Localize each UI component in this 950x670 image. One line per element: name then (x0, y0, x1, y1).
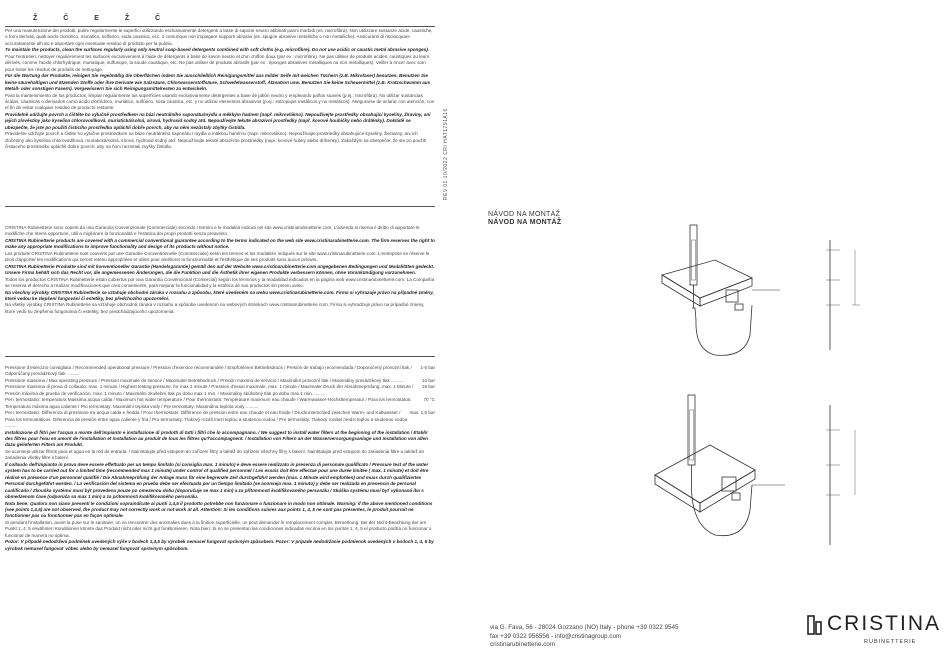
assembly-title-1: NÁVOD NA MONTÁŽ (488, 211, 561, 218)
divider (5, 26, 435, 27)
install-paragraph: Nota bene: Qualora non siano presenti le condizioni sopraindicate ai punti 1,4,5 il prodotto potrebbe non funzionare o funzionare in modo non ottimale. Warning: if the above mentioned conditions (see points 1,4,5) are not observed, the product may not correctly work or not work at all. Attention: Si les conditions suivies aux points 1, 4, 5 ne sont pas présentes, le produit pourrait ne fonctionner pas ou fonctionner pas en façon optimale. (5, 500, 433, 519)
wall-plate (662, 260, 752, 298)
address: via G. Fava, 56 - 28024 Gozzano (NO) Italy - phone +39 0322 9545 (490, 624, 679, 631)
warranty-paragraph: Na všetky výrobky CRISTINA Rubinetterie sa vzťahuje obchodná záruka v rozsahu a spôsobe uvedenom na webových stránkach www.cristinarubinetterie.com. Firma si vyhradzuje právo na prípadné zmeny, ktoré vedú ku zlepšeniu fungovania či estetiky, bez predchádzajúceho upozornenia. (5, 302, 425, 314)
shower-set-drawing-alt (640, 385, 880, 555)
warranty-paragraph: CRISTINA Rubinetterie products are covered with a commercial conventional guarantee according to the terms indicated on the web site www.cristinarubinetterie.com. The firm reserves the right to make any appropriate modifications to improve functionality and design of its products without notice. (5, 237, 435, 250)
install-paragraph: Il collaudo dell'impianto in prova deve essere effettuato per un tempo limitato (si consiglia max. 1 minuto) e deve essere realizzato in presenza di personale qualificato / Pressure test of the water system has to be carried out for a limited time (recommended max 1 minute) under control of qualified personnel / Les essais doit être effectué pour une durée limitée ( max. 1 minute) et doit être réalisé en présence d'un personnel qualifié / Die Abnahmeprüfung der Anlage muss für eine begrenzte Zeit durchgeführt werden (max. 1 Minute wird empfohlen) und muss durch qualifiziertes Personal durchgeführt werden. / La verificación del sistema en prueba debe ser efectuada por un tiempo limitado (se aconseja max. 1 minuto) y debe ser realizada en presencia de personal cualificado / Zkouška systému musí být provedena pouze po omezenou dobu (doporučuje se max 1 min) a za přítomnosti kvalifikovaného personálu / Skúška systému musí byť vykonaná iba s obmedzenom čase (odporúča sa max 1 min) a za prítomnosti kvalifikovaného personálu. (5, 461, 429, 500)
warranty-paragraph: CRISTINA Rubinetterie Produkte sind mit konventioneller Garantie (Handelsgarantie) gemäß den auf der Website www.cristinarubinetterie.com angegebenen Bedingungen und Modalitäten gedeckt. Unsere Firma behält sich das Recht vor, die angemessenen Änderungen, die die Funktion und die Ästhetik ihrer eigenen Produkte verbessern können, ohne Vorankündigung vorzunehmen. (5, 263, 435, 276)
assembly-title (488, 211, 561, 227)
brand-sub: RUBINETTERIE (864, 639, 917, 645)
install-paragraph: Si pendant l'installation, avant la pose sur le sanitaire, on va rencontrer des anomalies dues à la finition superficielle, on peut demander le remplacement complet. Bemerkung: Bei der Nicht-Beachtung der am Punkt 1, 4, 5 erwähnten Konditionen könnte das Produkt nicht oder nicht gut funktionieren. Nota bien: Si no se presentan las condiciones indicadas encima en los puntos 1, 4, 5 el producto podría no funcionar o funcionar de manera no óptima. (5, 519, 432, 538)
spec-row (5, 410, 435, 429)
care-paragraph: Für die Wartung der Produkte, reinigen Sie regelmäßig die Oberflächen indem Sie ausschließlich Reinigungsmittel aus milder Seife mit weichen Tüchern (z.B. Mikrofaser) benutzen. Benutzen Sie keine säurehaltigen und ätzenden Stoffe oder ihre Derivate wie Salzsäure, Chlorwasserstoffsäure, Schwefelwasserstoff, Ätznatron usw. Benutzen Sie keine Scheuermittel (z.B. Kratzschwamm aus Metall- oder sonstigen Fasern). Vergewissern Sie sich Reinigungsmittelresten zu entwickeln. (5, 73, 431, 92)
care-instructions (5, 28, 435, 208)
install-paragraph: Installazione di filtri per l'acqua a monte dell'impianto e installazione di prodotti di tutti i filtri che lo accompagnano. / We suggest to install water filters at the beginning of the installation / Établir des filtres pour l'eau en amont de l'installation et installation au produit de tous les filtres qu'l'accompagnent. / Installation von Filtern an der Wasserversorgungsanlage und Installation von allen dazu gelieferten Filtern am Produkt. (5, 429, 428, 448)
spec-value: max. 1,5 bar (409, 410, 435, 416)
website: cristinarubinetterie.com (490, 641, 556, 648)
care-paragraph: To maintain the products, clean the surfaces regularly using only neutral soap-based detergents combined with soft cloths (e.g. microfibre). Do not use acidic or caustic metal abrasive sponges). (5, 47, 430, 53)
care-paragraph: Para la mantenimiento de los productos, limpiar regularmente las superficies usando exclusivamente detergentes a base de jabón neutro y empleando paños suaves (p.ej.: microfibra). No utilizar sustancias ácidas, cáusticas o derivados como ácido clorhídrico, muriático, sulfúrico, sosa cáustica, etc. y no utilizar elementos abrasivos (p.ej.: estropajos metálicos y no metálicos). Asegurarse de aclarar con atención, con el fin de evitar cualquier residuo de producto restante. (5, 92, 435, 111)
warranty-paragraph: CRISTINA Rubinetterie sono coperti da una Garanzia Convenzionale (Commerciale) secondo i termini e le modalità indicati nel sito www.cristinarubinetterie.com. L'azienda si riserva il diritto di apportare le modifiche che riterrà opportune, utili a migliorare la funzionalità e l'estetica dei propri prodotti senza preavviso. (5, 225, 420, 237)
hand-shower (690, 225, 697, 285)
divider (5, 356, 435, 357)
shower-set-drawing-front (640, 220, 880, 370)
spec-value: 16 bar (421, 384, 435, 390)
brand-name: CRISTINA (827, 612, 942, 635)
spec-row (5, 397, 435, 410)
spec-label: Pressione massima di prova di collaudo, max. 1 minuto / Highest testing pressure, for max 1 minute / Pression d'essai maximale, max. 1 minute / Maximaler Druck der Abnahmeprüfung, max. 1 Minute / Presión máxima de prueba de verificación, max. 1 minuto / Maximální zkušební tlak po dobu max 1 min. / Maximálny skúšobný tlak po dobu max 1 min. .......... (5, 384, 414, 396)
logo-icon (806, 614, 824, 636)
care-paragraph: Pour l'entretien, nettoyer régulièrement les surfaces exclusivement à l'aide de détergents à base de savon neutre et d'un chiffon doux (par ex : microfibre). Ne pas utiliser de produits acides, caustiques ou leurs dérivés, comme l'acide chlorhydrique, muriatique, sulfurique, la soude caustique, etc. Ne pas utiliser de produits abrasifs (par ex : éponges abrasives métalliques ou non métalliques). Veiller à rincer avec soin pour éviter les résidus de produits de nettoyage. (5, 53, 430, 72)
warranty-paragraph: Na všechny výrobky CRISTINA Rubinetterie se vztahuje obchodní záruka v rozsahu a způsobu, které uvedeném na webu www.cristinarubinetterie.com. Firma si vyhrazuje právo na případné změny, které vedou ke zlepšení fungování či estetiky, bez předchozího upozornění. (5, 289, 434, 301)
hand-shower (688, 395, 695, 465)
spec-label: Pressione d'esercizio consigliata / Recommended operational pressure / Pression d'exercice recommandée / Empfohlener Betriebsdruck / Presión de trabajo recomendada / Doporučený provozní tlak / Odporúčaný prevádzkový tlak .......... (5, 365, 412, 377)
fax-email: fax +39 0322 956556 - info@cristinagroup.com (490, 632, 622, 640)
spec-label: Pressione massima / Max operating pressure / Pression maximale de service / Maximaler Betriebsdruck / Presión máxima de servicio / Maximální provozní tlak / Maximálny prevádzkový tlak .......... (5, 377, 404, 383)
care-header (5, 15, 435, 27)
contact-info (490, 624, 679, 650)
spec-value: 10 bar (421, 377, 435, 383)
spec-label: Per i termostatici: Differenza di pressione tra acqua calda e fredda / Pour thermostats: Différence de pression entre eau chaude et eau froide / Druckunterschied zwischen Warm- und Kaltwasser / Para los termostáticos: Diferencia de presión entre agua caliente y fría / Pro termostaty: Tlakový rozdíl mezi teplou a studenou vodou / Pre termostaty: Tlakový rozdiel medzi teplou a studenou vodou .......... (5, 410, 408, 429)
spec-value: 70 °C (423, 397, 435, 403)
care-paragraph: Per una manutenzione dei prodotti, pulire regolarmente le superfici utilizzando esclusivamente detergenti a base di sapone neutro abbinati panni morbidi (es. microfibra). Non utilizzare sostanze acide, caustiche, o forni derivati, quali acido cloridrico, muriatico, solforico, soda caustica, ecc. o comunque non impiegare supporti abrasivi (es. spugne abrasive metalliche o non metalliche). Assicurarsi di risciacquare accuratamente all'uso e asportare ogni eventuale residuo di prodotto per la pulizia. (5, 28, 433, 46)
spec-label: Per i termostatici: temperatura Massima acqua calda / Maximum hot water temperature / Pour thermostats: Température maximum eau chaude / Warmwasser-Höchsttemperatur / Para los termostatos: Temperatura máxima agua caliente / Pro termostaty: Maximální teplota vody / Pre termostaty: Maximálna teplota vody .......... (5, 397, 412, 409)
section-title: Ž Č E Ž Č (33, 15, 173, 22)
warranty-paragraph: Les produits CRISTINA Rubinetterie sont couverts par une Garantie Conventionnelle (Commerciale) selon les termes et les modalités indiqués sur le site www.cristinarubinetterie.com. L'entreprise se réserve le droit d'apporter les modifications qui seront retenu appropriées et utiles pour améliorer la fonctionnalité et l'esthétique de ses produits sans aucun préavis. (5, 250, 430, 263)
care-paragraph: Pravidelne udržujte povrch a čistite ho výlučne prostriedkom na báze neutrálneho saponátu / mydla a mäkkou handrou (napr. mikrovlákno). Nepoužívajte prostriedky obsahujúce kyseliny, žieraviny, ani ich zlúčeniny ako kyselina chlorovodíková, muriatická/solná, sírová, hydroxid sodný atď. Nepoužívajte tekuté abrazívne prostriedky (napr. kovové hubky alebo drôtenky). Zakaždým sa uberpečte, že ste po použití čistiaceho prostriedku opláchli dobre povrch, aby na ňom nezostali zvyšky čistidla. (5, 131, 427, 150)
install-paragraph: Pozor: V případě nedodržení podmínek uvedených výše v bodech 1,4,5 by výrobek nemusel fungovat správným způsobem. Pozor: V prípade nedodržanie podmienok uvedených v bodoch 1, 4, 5 by výrobok nemusel fungovať vôbec alebo by nemusel fungovať správnym spôsobom. (5, 539, 434, 551)
care-paragraph: Pravidelně udržujte povrch a čištěte ho výlučně prostředkem na bázi neutrálního saponátu/mýdla a měkkým hadrem (např. mikrovlákno). Nepoužívejte prostředky obsahující kyseliny, žíraviny, ani jejich zlověstiny jako kyselina chlorovodíková, muriatická/solná, sírová, hydroxid sodný atd. Nepoužívejte tekuté abrazivní prostředky (např. kovové houbičky nebo drátěnky). Dokládě se ubezpečte, že jste po použití čisticího prostředku opláchli dobře povrch, aby na něm nezůstaly zbytky čistidla. (5, 111, 431, 130)
install-paragraph: Se aconseja utilizar filtros para el agua en la red de entrada. / Nainstalujte před vstupem do zařízení filtry a taktéž do zařízení všechny filtry s balení. Nainštalujte pred vstupom do zariadenia filtre a taktiež do zariadenia všetky filtre s balení. (5, 448, 425, 461)
spec-row (5, 365, 435, 378)
revision-code: REV.01 10/2022 CRI HAT1791A16 (443, 108, 449, 200)
divider (5, 206, 435, 207)
assembly-title-2: NÁVOD NA MONTÁŽ (488, 219, 562, 226)
spec-row (5, 384, 435, 397)
warranty-text (5, 225, 435, 350)
warranty-paragraph: Todos los productos CRISTINA Rubinetterie están cubiertos por una Garantía Convencional (Comercial) según los términos y la modalidad indicados en la página web www.cristinarubinetterie.com. La Compañía se reserva el derecho a realizar modificaciones que crea conveniente, para mejorar la funcionalidad y la estética de sus productos sin previo aviso. (5, 276, 435, 289)
spec-value: 1-5 bar (420, 365, 435, 370)
technical-specs (5, 365, 435, 655)
